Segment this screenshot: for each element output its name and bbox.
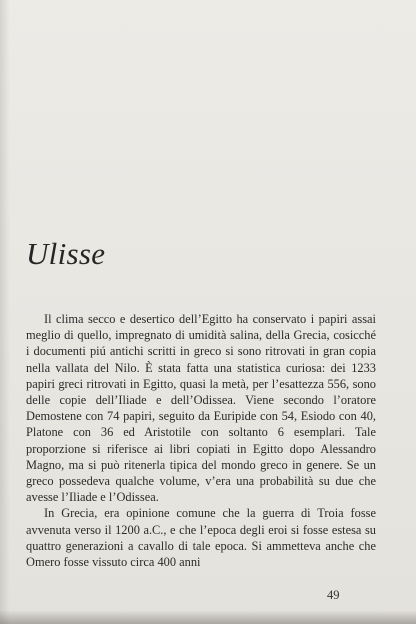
chapter-title: Ulisse	[26, 236, 106, 271]
page-bottom-edge	[0, 610, 416, 624]
paragraph: In Grecia, era opinione comune che la guerra di Troia fosse avvenuta verso il 1200 a.C., e che l’epoca degli eroi si fosse estesa su quattro generazioni a cavallo di tale epoca. Si ammetteva anche che Omero fosse vissuto circa 400 anni	[26, 506, 376, 570]
body-text	[26, 311, 376, 570]
paragraph: Il clima secco e desertico dell’Egitto ha conservato i papiri assai meglio di quello, impregnato di umidità salina, della Grecia, cosicché i documenti piú antichi scritti in greco si sono ritrovati in gran copia nella vallata del Nilo. È stata fatta una statistica curiosa: dei 1233 papiri greci ritrovati in Egitto, quasi la metà, per l’esattezza 556, sono delle copie dell’Iliade e dell’Odissea. Viene secondo l’oratore Demostene con 74 papiri, seguito da Euripide con 54, Esiodo con 40, Platone con 36 ed Aristotile con soltanto 6 esemplari. Tale proporzione si riferisce ai libri copiati in Egitto dopo Alessandro Magno, ma si può ritenerla tipica del mondo greco in genere. Se un greco possedeva qualche volume, v’era una probabilità su due che avesse l’Iliade e l’Odissea.	[26, 312, 376, 505]
page-number: 49	[327, 588, 340, 602]
page-binding-shadow	[0, 0, 10, 624]
